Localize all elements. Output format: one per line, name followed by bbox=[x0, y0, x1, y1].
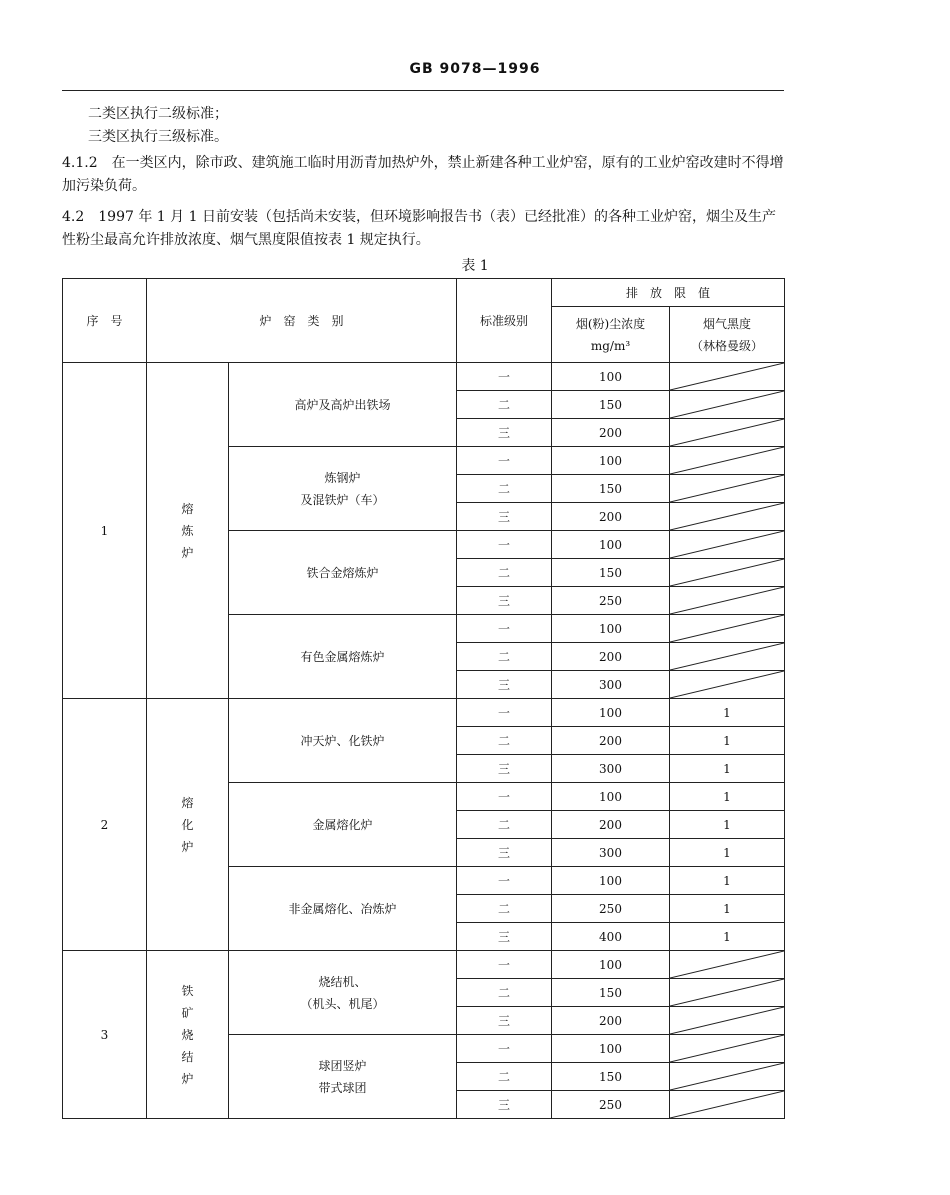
smoke-not-applicable bbox=[670, 1007, 785, 1035]
table-caption: 表 1 bbox=[461, 258, 489, 274]
smoke-value: 1 bbox=[670, 783, 785, 811]
smoke-value: 1 bbox=[670, 755, 785, 783]
grade-cell: 一 bbox=[457, 615, 552, 643]
diagonal-slash-icon bbox=[670, 1091, 784, 1118]
paragraph-4-1-2: 4.1.2 在一类区内，除市政、建筑施工临时用沥青加热炉外，禁止新建各种工业炉窑，原有的工业炉窑改建时不得增加污染负荷。 bbox=[62, 155, 784, 194]
dust-value: 200 bbox=[552, 419, 670, 447]
diagonal-slash-line bbox=[670, 615, 784, 642]
smoke-not-applicable bbox=[670, 1035, 785, 1063]
grade-cell: 二 bbox=[457, 1063, 552, 1091]
group-seq: 1 bbox=[63, 363, 147, 699]
furnace-subtype bbox=[229, 531, 457, 615]
diagonal-slash-line bbox=[670, 671, 784, 698]
smoke-not-applicable bbox=[670, 391, 785, 419]
dust-value: 100 bbox=[552, 531, 670, 559]
smoke-not-applicable bbox=[670, 559, 785, 587]
dust-value: 100 bbox=[552, 867, 670, 895]
diagonal-slash-line bbox=[670, 1063, 784, 1090]
smoke-not-applicable bbox=[670, 643, 785, 671]
diagonal-slash-icon bbox=[670, 391, 784, 418]
furnace-subtype bbox=[229, 615, 457, 699]
table-header-row bbox=[63, 279, 785, 307]
dust-value: 150 bbox=[552, 475, 670, 503]
smoke-not-applicable bbox=[670, 671, 785, 699]
dust-value: 100 bbox=[552, 1035, 670, 1063]
diagonal-slash-line bbox=[670, 951, 784, 978]
diagonal-slash-line bbox=[670, 587, 784, 614]
dust-value: 300 bbox=[552, 839, 670, 867]
dust-value: 200 bbox=[552, 727, 670, 755]
header-smoke-unit: （林格曼级） bbox=[690, 338, 763, 353]
diagonal-slash-icon bbox=[670, 559, 784, 586]
furnace-subtype-line: 球团竖炉 bbox=[318, 1058, 367, 1073]
header-dust-label: 烟(粉)尘浓度 bbox=[575, 316, 646, 331]
smoke-not-applicable bbox=[670, 1091, 785, 1119]
furnace-subtype bbox=[229, 867, 457, 951]
furnace-subtype-line: 非金属熔化、冶炼炉 bbox=[288, 901, 397, 916]
diagonal-slash-line bbox=[670, 447, 784, 474]
diagonal-slash-icon bbox=[670, 503, 784, 530]
dust-value: 300 bbox=[552, 671, 670, 699]
smoke-not-applicable bbox=[670, 1063, 785, 1091]
grade-cell: 三 bbox=[457, 1007, 552, 1035]
grade-cell: 一 bbox=[457, 447, 552, 475]
diagonal-slash-icon bbox=[670, 447, 784, 474]
grade-cell: 二 bbox=[457, 895, 552, 923]
grade-cell: 一 bbox=[457, 951, 552, 979]
grade-cell: 二 bbox=[457, 811, 552, 839]
dust-value: 150 bbox=[552, 391, 670, 419]
smoke-not-applicable bbox=[670, 615, 785, 643]
grade-cell: 三 bbox=[457, 503, 552, 531]
header-grade: 标准级别 bbox=[457, 279, 552, 363]
grade-cell: 二 bbox=[457, 559, 552, 587]
smoke-not-applicable bbox=[670, 419, 785, 447]
smoke-value: 1 bbox=[670, 923, 785, 951]
dust-value: 100 bbox=[552, 951, 670, 979]
furnace-subtype-line: 高炉及高炉出铁场 bbox=[294, 397, 391, 412]
diagonal-slash-icon bbox=[670, 363, 784, 390]
grade-cell: 二 bbox=[457, 643, 552, 671]
furnace-subtype bbox=[229, 363, 457, 447]
smoke-value: 1 bbox=[670, 839, 785, 867]
smoke-not-applicable bbox=[670, 979, 785, 1007]
smoke-not-applicable bbox=[670, 503, 785, 531]
smoke-value: 1 bbox=[670, 699, 785, 727]
dust-value: 300 bbox=[552, 755, 670, 783]
header-dust bbox=[552, 307, 670, 363]
dust-value: 400 bbox=[552, 923, 670, 951]
grade-cell: 一 bbox=[457, 699, 552, 727]
diagonal-slash-line bbox=[670, 643, 784, 670]
furnace-subtype-line: （机头、机尾） bbox=[300, 996, 385, 1011]
diagonal-slash-icon bbox=[670, 419, 784, 446]
furnace-subtype bbox=[229, 447, 457, 531]
grade-cell: 三 bbox=[457, 671, 552, 699]
header-smoke-label: 烟气黑度 bbox=[702, 316, 751, 331]
dust-value: 150 bbox=[552, 979, 670, 1007]
grade-cell: 二 bbox=[457, 391, 552, 419]
diagonal-slash-icon bbox=[670, 475, 784, 502]
dust-value: 200 bbox=[552, 503, 670, 531]
dust-value: 150 bbox=[552, 559, 670, 587]
header-smoke bbox=[670, 307, 785, 363]
header-rule bbox=[62, 90, 784, 91]
diagonal-slash-line bbox=[670, 531, 784, 558]
group-type bbox=[147, 363, 229, 699]
diagonal-slash-line bbox=[670, 1035, 784, 1062]
furnace-subtype-line: 铁合金熔炼炉 bbox=[306, 565, 379, 580]
furnace-subtype-line: 带式球团 bbox=[318, 1080, 367, 1095]
dust-value: 250 bbox=[552, 587, 670, 615]
smoke-not-applicable bbox=[670, 587, 785, 615]
paragraph-4-2: 4.2 1997 年 1 月 1 日前安装（包括尚未安装，但环境影响报告书（表）已经批准）的各种工业炉窑，烟尘及生产性粉尘最高允许排放浓度、烟气黑度限值按表 1 规定执行。 bbox=[62, 209, 776, 248]
dust-value: 250 bbox=[552, 895, 670, 923]
grade-cell: 三 bbox=[457, 755, 552, 783]
smoke-not-applicable bbox=[670, 951, 785, 979]
paragraph-grade-three: 三类区执行三级标准。 bbox=[88, 129, 228, 145]
diagonal-slash-icon bbox=[670, 1063, 784, 1090]
smoke-value: 1 bbox=[670, 867, 785, 895]
diagonal-slash-line bbox=[670, 1091, 784, 1118]
diagonal-slash-icon bbox=[670, 643, 784, 670]
grade-cell: 二 bbox=[457, 727, 552, 755]
group-type bbox=[147, 951, 229, 1119]
furnace-subtype bbox=[229, 951, 457, 1035]
dust-value: 200 bbox=[552, 643, 670, 671]
grade-cell: 三 bbox=[457, 1091, 552, 1119]
diagonal-slash-icon bbox=[670, 671, 784, 698]
grade-cell: 三 bbox=[457, 587, 552, 615]
grade-cell: 一 bbox=[457, 783, 552, 811]
furnace-subtype bbox=[229, 699, 457, 783]
furnace-subtype-line: 及混铁炉（车） bbox=[300, 492, 385, 507]
group-type bbox=[147, 699, 229, 951]
dust-value: 100 bbox=[552, 783, 670, 811]
dust-value: 150 bbox=[552, 1063, 670, 1091]
table-row bbox=[63, 699, 785, 727]
smoke-not-applicable bbox=[670, 475, 785, 503]
furnace-subtype-line: 炼钢炉 bbox=[324, 470, 361, 485]
paragraph-grade-two: 二类区执行二级标准； bbox=[88, 106, 228, 122]
diagonal-slash-line bbox=[670, 391, 784, 418]
dust-value: 100 bbox=[552, 447, 670, 475]
grade-cell: 二 bbox=[457, 475, 552, 503]
furnace-subtype-line: 烧结机、 bbox=[318, 974, 367, 989]
header-limit: 排 放 限 值 bbox=[552, 279, 785, 307]
table-row bbox=[63, 951, 785, 979]
smoke-not-applicable bbox=[670, 363, 785, 391]
smoke-value: 1 bbox=[670, 727, 785, 755]
group-type-label: 熔化炉 bbox=[181, 795, 194, 854]
grade-cell: 二 bbox=[457, 979, 552, 1007]
diagonal-slash-icon bbox=[670, 979, 784, 1006]
grade-cell: 一 bbox=[457, 363, 552, 391]
smoke-value: 1 bbox=[670, 895, 785, 923]
grade-cell: 三 bbox=[457, 923, 552, 951]
document-code: GB 9078—1996 bbox=[409, 61, 541, 77]
emission-limits-table bbox=[62, 278, 785, 1119]
grade-cell: 三 bbox=[457, 839, 552, 867]
header-dust-unit: mg/m³ bbox=[590, 338, 631, 353]
table-row bbox=[63, 363, 785, 391]
grade-cell: 一 bbox=[457, 1035, 552, 1063]
grade-cell: 一 bbox=[457, 867, 552, 895]
header-seq: 序 号 bbox=[63, 279, 147, 363]
diagonal-slash-line bbox=[670, 503, 784, 530]
dust-value: 100 bbox=[552, 363, 670, 391]
dust-value: 100 bbox=[552, 615, 670, 643]
grade-cell: 三 bbox=[457, 419, 552, 447]
diagonal-slash-line bbox=[670, 363, 784, 390]
furnace-subtype-line: 金属熔化炉 bbox=[312, 817, 373, 832]
group-type-label: 铁矿烧结炉 bbox=[181, 983, 194, 1086]
diagonal-slash-line bbox=[670, 559, 784, 586]
diagonal-slash-icon bbox=[670, 1007, 784, 1034]
smoke-not-applicable bbox=[670, 531, 785, 559]
dust-value: 200 bbox=[552, 811, 670, 839]
diagonal-slash-icon bbox=[670, 1035, 784, 1062]
furnace-subtype bbox=[229, 783, 457, 867]
grade-cell: 一 bbox=[457, 531, 552, 559]
furnace-subtype-line: 冲天炉、化铁炉 bbox=[300, 733, 385, 748]
dust-value: 100 bbox=[552, 699, 670, 727]
dust-value: 250 bbox=[552, 1091, 670, 1119]
smoke-not-applicable bbox=[670, 447, 785, 475]
group-seq: 3 bbox=[63, 951, 147, 1119]
diagonal-slash-icon bbox=[670, 615, 784, 642]
group-seq: 2 bbox=[63, 699, 147, 951]
furnace-subtype bbox=[229, 1035, 457, 1119]
group-type-label: 熔炼炉 bbox=[181, 501, 194, 560]
diagonal-slash-line bbox=[670, 475, 784, 502]
diagonal-slash-line bbox=[670, 1007, 784, 1034]
diagonal-slash-line bbox=[670, 419, 784, 446]
diagonal-slash-icon bbox=[670, 951, 784, 978]
diagonal-slash-icon bbox=[670, 587, 784, 614]
furnace-subtype-line: 有色金属熔炼炉 bbox=[300, 649, 385, 664]
header-category: 炉 窑 类 别 bbox=[147, 279, 457, 363]
diagonal-slash-line bbox=[670, 979, 784, 1006]
dust-value: 200 bbox=[552, 1007, 670, 1035]
smoke-value: 1 bbox=[670, 811, 785, 839]
diagonal-slash-icon bbox=[670, 531, 784, 558]
